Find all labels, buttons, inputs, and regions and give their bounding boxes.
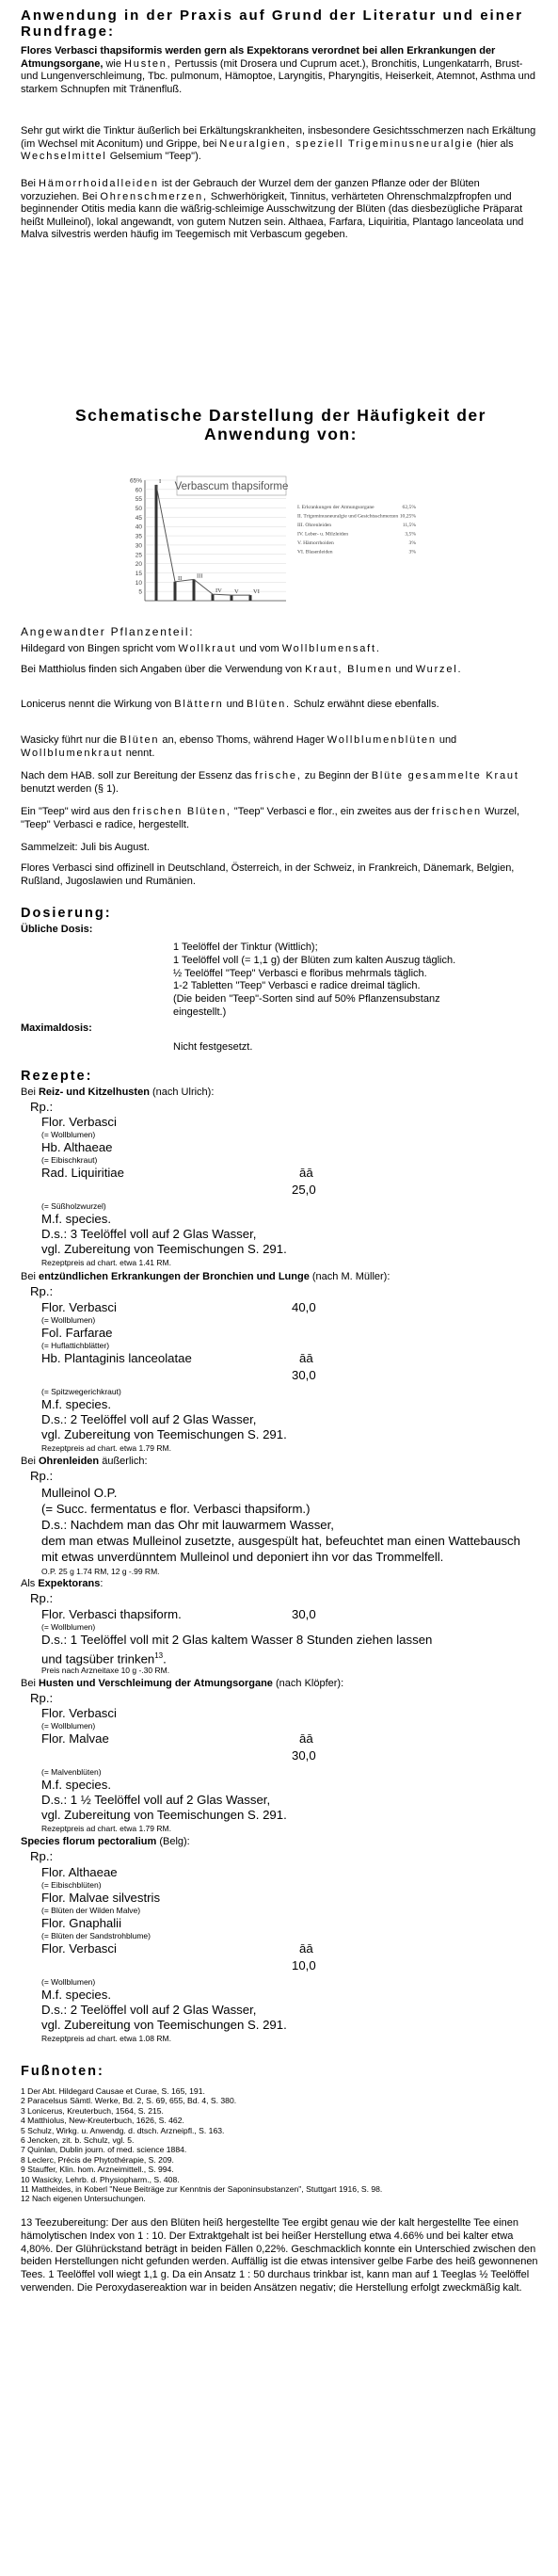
spaced-term: Wollblumenblüten [327,734,437,746]
rezept-4-intro [21,1578,541,1591]
quantity: 30,0 [292,1368,316,1382]
quantity: 25,0 [292,1183,316,1197]
ingredient-note: (= Blüten der Sandstrohblume) [41,1931,151,1940]
text-run: zu Beginn der [301,770,372,781]
ingredient: Flor. Verbasci [41,1115,117,1129]
text-run: Hildegard von Bingen spricht vom [21,643,179,654]
text-run: Bei [21,178,39,189]
praxis-paragraph-3 [21,178,541,242]
indication: Husten und Verschleimung der Atmungsorgane [38,1678,273,1689]
spaced-term: Wollkraut [178,643,237,654]
recipe-line: D.s.: 3 Teelöffel voll auf 2 Glas Wasser, [41,1227,257,1241]
fussnoten-heading: Fußnoten: [21,2064,104,2079]
footnote-list [21,2086,541,2204]
footnote-13: 13 Teezubereitung: Der aus den Blüten heiß hergestellte Tee ergibt genau wie der kalt hergestellte Tee einen hämolytischen Index von 1 : 10. Der Extraktgehalt ist bei heißer Herstellung etwa 4.66% und bei kalter etwa 4,80%. Der Glührückstand beträgt in beiden Fällen 0,22%. Geschmacklich konnte ein Unterschied zwischen den beiden Herstellungen nicht gefunden werden. Auffällig ist die etwas intensiver gelbe Farbe des heiß gewonnenen Tees. 1 Teelöffel voll wiegt 1,1 g. Da ein Ansatz 1 : 50 durchaus trinkbar ist, kann man auf 1 Teeglas ½ Teelöffel verwenden. Die Peroxydasereaktion war in beiden Ansätzen negativ; die Herstellung erfolgt zweckmäßig kalt. [21,2217,538,2294]
rp-label: Rp.: [30,1284,54,1298]
recipe-price: Rezeptpreis ad chart. etwa 1.08 RM. [41,2034,171,2043]
text-run: Sehr gut wirkt die Tinktur äußerlich bei Erkältungskrankheiten, insbesondere Gesichtsschmerzen nach Erkältung (im Wechsel mit Aconitum) und Grippe, bei [21,125,536,150]
pflanzenteil-heading: Angewandter Pflanzenteil: [21,625,195,638]
spaced-term: frische, [254,770,302,781]
legend-value: 10,25% [399,513,416,520]
ingredient-note: (= Huflattichblätter) [41,1341,110,1350]
text-run: Bei [21,1087,39,1098]
spaced-term: Wechselmittel [21,151,107,163]
legend-value: 3% [408,540,416,546]
ingredient-note: (= Wollblumen) [41,1622,96,1632]
y-tick-label: 45 [135,514,142,522]
text-run: Ein "Teep" wird aus den [21,806,134,817]
y-tick-label: 50 [135,506,142,513]
text-run: und [392,664,416,675]
text-run: und tagsüber trinken [41,1651,155,1666]
spaced-term: Husten, [124,57,172,70]
text-run: (nach M. Müller): [309,1271,391,1282]
text-run: benutzt werden (§ 1). [21,782,119,795]
ingredient: Fol. Farfarae [41,1326,113,1340]
bar-category-label: VI [253,588,260,596]
praxis-paragraph-1 [21,45,541,96]
footnote-item: 8 Leclerc, Précis de Phytothérapie, S. 209. [21,2154,174,2165]
text-run: Bei Matthiolus finden sich Angaben über die Verwendung von [21,664,306,675]
recipe-price: Rezeptpreis ad chart. etwa 1.79 RM. [41,1824,171,1833]
footnote-item: 7 Quinlan, Dublin journ. of med. science 1884. [21,2145,187,2155]
recipe-line: D.s.: 2 Teelöffel voll auf 2 Glas Wasser, [41,1412,257,1426]
rezept-2-intro [21,1271,541,1284]
ingredient-note: (= Wollblumen) [41,1130,96,1139]
indication: Ohrenleiden [38,1456,100,1467]
rp-label: Rp.: [30,1849,54,1863]
text-run: Wurzel, "Teep" Verbasci e radice, hergestellt. [21,806,520,830]
footnote-item: 9 Stauffer, Klin. hom. Arzneimittell., S. 994. [21,2165,174,2175]
text-run: Bei [21,1271,39,1282]
schema-heading: Schematische Darstellung der Häufigkeit der Anwendung von: [75,406,486,443]
text-run: Schwerhörigkeit, Tinnitus, verhärteten Ohrenschmalzpfropfen und beginnender Otitis media kann die wäßrig-schleimige Ausschwitzung der Blüten (das diesbezügliche Präparat heißt Mulleinol), lokal angewandt, von gutem Nutzen sein. Althaea, Farfara, Liquiritia, Plantago lanceolata und Malva silvestris werden häufig im Teegemisch mit Verbascum gegeben. [21,190,524,241]
text-run: (nach Ulrich): [149,1087,215,1098]
spaced-term: frischen [432,806,482,817]
recipe-line: D.s.: 1 ½ Teelöffel voll auf 2 Glas Wasser, [41,1793,271,1807]
ingredient-note: (= Süßholzwurzel) [41,1201,106,1211]
spaced-term: Ohrenschmerzen, [100,190,208,202]
recipe-price: O.P. 25 g 1.74 RM, 12 g -.99 RM. [41,1567,160,1576]
praxis-paragraph-2 [21,125,541,164]
rezept-5-intro [21,1678,541,1691]
spaced-term: Wurzel. [415,664,463,675]
ingredient-note: (= Eibischblüten) [41,1880,102,1890]
y-tick-label: 25 [135,552,142,559]
spaced-term: Blüte gesammelte Kraut [371,770,519,781]
bar-category-label: V [234,588,239,596]
pflanzenteil-paragraph-5 [21,770,541,796]
ingredient: Hb. Plantaginis lanceolatae [41,1351,192,1365]
ana-mark: āā [299,1351,313,1365]
ingredient: Flor. Althaeae [41,1865,118,1879]
quantity: 30,0 [292,1607,316,1621]
ingredient: Flor. Verbasci [41,1300,117,1314]
recipe-line: vgl. Zubereitung von Teemischungen S. 291. [41,1808,287,1822]
quantity: 40,0 [292,1300,316,1314]
spaced-term: Blüten [120,734,160,746]
spaced-term: Wollblumensaft. [281,643,381,654]
ubliche-dosis-label: Übliche Dosis: [21,924,93,935]
text-run: (Belg): [156,1836,190,1847]
footnote-item: 10 Wasicky, Lehrb. d. Physiopharm., S. 408. [21,2174,180,2184]
footnote-item: 5 Schulz, Wirkg. u. Anwendg. d. dtsch. Arzneipfl., S. 163. [21,2125,225,2135]
spaced-term: Hämorrhoidalleiden [38,178,159,189]
text-run: und [223,699,247,710]
y-tick-label: 65% [129,477,142,485]
text-run: . [163,1651,167,1666]
bar-category-label: III [197,572,203,580]
rezept-6-intro [21,1836,541,1849]
recipe-line: mit etwas unverdünntem Mulleinol und deponiert ihn vor das Trommelfell. [41,1550,444,1564]
bar-category-label: II [178,574,183,582]
text-run: Lonicerus nennt die Wirkung von [21,699,175,710]
rp-label: Rp.: [30,1591,54,1605]
ubliche-dosis-list [173,942,531,1020]
ingredient: Flor. Verbasci [41,1941,117,1956]
recipe-line: M.f. species. [41,1778,112,1792]
y-tick-label: 15 [135,570,142,577]
chart-legend [297,505,416,555]
spaced-term: Neuralgien, speziell Trigeminusneuralgie [219,137,474,150]
trend-line [156,485,250,595]
dosage-line: (Die beiden "Teep"-Sorten sind auf 50% Pflanzensubstanz [173,993,440,1006]
footnote-item: 1 Der Abt. Hildegard Causae et Curae, S. 165, 191. [21,2086,205,2096]
offizinell-paragraph: Flores Verbasci sind offizinell in Deutschland, Österreich, in der Schweiz, in Frankreich, Dänemark, Belgien, Rußland, Jugoslawien und Rumänien. [21,862,515,887]
ingredient-note: (= Wollblumen) [41,1721,96,1731]
rezept-1-intro [21,1087,541,1100]
text-run: Wasicky führt nur die [21,734,120,746]
bar [212,594,215,601]
footnote-item: 3 Lonicerus, Kreuterbuch, 1564, S. 215. [21,2105,164,2116]
maximaldosis-label: Maximaldosis: [21,1022,92,1034]
bar [231,595,233,601]
sammelzeit: Sammelzeit: Juli bis August. [21,842,150,853]
pflanzenteil-paragraph-4 [21,734,541,760]
footnote-item: 6 Jencken, zit. b. Schulz, vgl. 5. [21,2135,135,2146]
legend-entry: VI. Blasenleiden [297,549,333,555]
dosage-line: 1 Teelöffel der Tinktur (Wittlich); [173,942,318,953]
recipe-line [41,1649,167,1666]
bar [174,582,177,601]
legend-entry: III. Ohrenleiden [297,523,332,528]
recipe-line: vgl. Zubereitung von Teemischungen S. 291. [41,1427,287,1441]
text-run: an, ebenso Thoms, während Hager [159,734,327,746]
ingredient-note: (= Eibischkraut) [41,1155,98,1165]
heading-praxis: Anwendung in der Praxis auf Grund der Literatur und einer Rundfrage: [21,8,524,40]
y-tick-label: 5 [138,588,142,596]
pflanzenteil-paragraph-3 [21,699,541,712]
legend-value: 11,5% [402,523,416,528]
bar-category-label: I [159,477,162,485]
legend-entry: I. Erkrankungen der Atmungsorgane [297,505,375,510]
rp-label: Rp.: [30,1100,54,1114]
recipe-line: D.s.: 2 Teelöffel voll auf 2 Glas Wasser, [41,2003,257,2017]
spaced-term: frischen Blüten, [133,806,231,817]
recipe-line: M.f. species. [41,1397,112,1411]
recipe-line: dem man etwas Mulleinol zusetzte, ausgespült hat, befeuchtet man einen Wattebausch [41,1534,520,1548]
ingredient: Flor. Gnaphalii [41,1916,122,1930]
y-tick-label: 35 [135,533,142,540]
legend-value: 3,5% [405,531,416,538]
ingredient: Flor. Verbasci [41,1706,117,1720]
praxis-bold-lead: Flores Verbasci thapsiformis werden gern als Expektorans verordnet bei allen Erkrankungen der Atmungsorgane, [21,45,496,70]
footnote-item: 12 Nach eigenen Untersuchungen. [21,2194,146,2204]
legend-entry: IV. Leber- u. Milzleiden [297,531,348,538]
ingredient-note: (= Spitzwegerichkraut) [41,1387,121,1396]
recipe-line: D.s.: Nachdem man das Ohr mit lauwarmem Wasser, [41,1518,334,1532]
rezept-3-intro [21,1456,541,1469]
indication: Expektorans [38,1578,101,1589]
rezepte-heading: Rezepte: [21,1069,93,1084]
recipe-price: Rezeptpreis ad chart. etwa 1.79 RM. [41,1443,171,1453]
quantity: 10,0 [292,1958,316,1972]
pflanzenteil-paragraph-1 [21,643,541,656]
ingredient: Flor. Malvae [41,1731,109,1746]
indication: Reiz- und Kitzelhusten [38,1087,150,1098]
text-run: Bei [21,1456,39,1467]
text-run: Bei [21,1678,39,1689]
ana-mark: āā [299,1166,313,1180]
ingredient-note: (= Malvenblüten) [41,1767,102,1777]
chart-axis [130,478,286,602]
text-run: nennt. [122,747,155,759]
text-run: (nach Klöpfer): [272,1678,344,1689]
legend-entry: V. Hämorrhoiden [297,540,334,546]
pflanzenteil-paragraph-2 [21,664,541,677]
dosierung-heading: Dosierung: [21,906,112,921]
dosage-line: ½ Teelöffel "Teep" Verbasci e floribus mehrmals täglich. [173,967,427,979]
y-tick-label: 60 [135,487,142,494]
footnote-item: 4 Matthiolus, New-Kreuterbuch, 1626, S. 462. [21,2116,184,2126]
ana-mark: āā [299,1731,313,1746]
text-run: : [100,1578,104,1589]
text-run: Als [21,1578,39,1589]
text-run: ist der Gebrauch der Wurzel dem der ganzen Pflanze oder der Blüten vorzuziehen. Bei [21,178,480,202]
dosage-line: eingestellt.) [173,1006,227,1018]
text-run: Schulz erwähnt diese ebenfalls. [290,699,439,710]
spaced-term: Blättern [174,699,224,710]
y-tick-label: 40 [135,523,142,531]
legend-value: 3% [408,549,416,555]
legend-entry: II. Trigeminusneuralgie und Gesichtsschmerzen [297,513,399,520]
text-run: Gelsemium "Teep"). [106,151,201,163]
recipe-price: Preis nach Arzneitaxe 10 g -.30 RM. [41,1666,170,1675]
bar [193,579,196,601]
frequency-chart [119,471,420,612]
recipe-line: M.f. species. [41,1212,112,1226]
maximaldosis-value: Nicht festgesetzt. [173,1041,253,1053]
spaced-term: Wollblumenkraut [21,747,123,759]
dosage-line: 1-2 Tabletten "Teep" Verbasci e radice dreimal täglich. [173,980,421,992]
y-tick-label: 20 [135,561,142,569]
y-tick-label: 55 [135,496,142,504]
ingredient-note: (= Blüten der Wilden Malve) [41,1906,141,1915]
bar-category-label: IV [215,588,222,595]
ingredient: Flor. Verbasci thapsiform. [41,1607,182,1621]
y-tick-label: 10 [135,579,142,587]
recipe-line: vgl. Zubereitung von Teemischungen S. 291. [41,1242,287,1256]
text-run: Nach dem HAB. soll zur Bereitung der Essenz das [21,770,255,781]
text-run: (hier als [473,137,514,150]
text-run: "Teep" Verbasci e flor., ein zweites aus der [231,806,432,817]
ingredient: Rad. Liquiritiae [41,1166,124,1180]
ingredient-note: (= Wollblumen) [41,1315,96,1325]
spaced-term: Blüten. [247,699,291,710]
footnote-item: 2 Paracelsus Sämtl. Werke, Bd. 2, S. 69, 655, Bd. 4, S. 380. [21,2096,237,2106]
ingredient: Flor. Malvae silvestris [41,1891,161,1905]
spaced-term: Kraut, Blumen [305,664,393,675]
recipe-line: D.s.: 1 Teelöffel voll mit 2 Glas kaltem Wasser 8 Stunden ziehen lassen [41,1633,433,1647]
rp-label: Rp.: [30,1469,54,1483]
recipe-line: M.f. species. [41,1988,112,2002]
quantity: 30,0 [292,1748,316,1763]
dosage-line: 1 Teelöffel voll (= 1,1 g) der Blüten zum kalten Auszug täglich. [173,954,456,966]
text-run: und [436,734,457,746]
text-run: und vom [236,643,282,654]
bar [155,485,158,601]
y-tick-label: 30 [135,542,142,550]
pflanzenteil-paragraph-6 [21,806,541,831]
recipe-line: (= Succ. fermentatus e flor. Verbasci thapsiform.) [41,1502,311,1516]
rp-label: Rp.: [30,1691,54,1705]
indication: Species florum pectoralium [21,1836,157,1847]
recipe-price: Rezeptpreis ad chart. etwa 1.41 RM. [41,1258,171,1267]
ingredient: Mulleinol O.P. [41,1486,118,1500]
ingredient-note: (= Wollblumen) [41,1977,96,1987]
text-run: äußerlich: [99,1456,148,1467]
indication: entzündlichen Erkrankungen der Bronchien und Lunge [38,1271,310,1282]
chart-title: Verbascum thapsiforme [174,481,289,492]
text-run: Pertussis (mit Drosera und Cuprum acet.), Bronchitis, Lungenkatarrh, Brust- und Lungenverschleimung, Tbc. pulmonum, Hämoptoe, Laryngitis, Pharyngitis, Heiserkeit, Atemnot, Asthma und starkem Schnupfen mit Tränenfluß. [21,57,536,95]
footnote-item: 11 Mattheides, in Koberl "Neue Beiträge zur Kenntnis der Saponinsubstanzen", Stuttgart 1916, S. 98. [21,2184,383,2195]
text-run: wie [103,57,125,70]
footnote-ref: 13 [154,1651,164,1660]
bar [249,595,252,601]
ingredient: Hb. Althaeae [41,1140,113,1154]
legend-value: 62,5% [402,505,416,510]
recipe-line: vgl. Zubereitung von Teemischungen S. 291. [41,2018,287,2032]
ana-mark: āā [299,1941,313,1956]
